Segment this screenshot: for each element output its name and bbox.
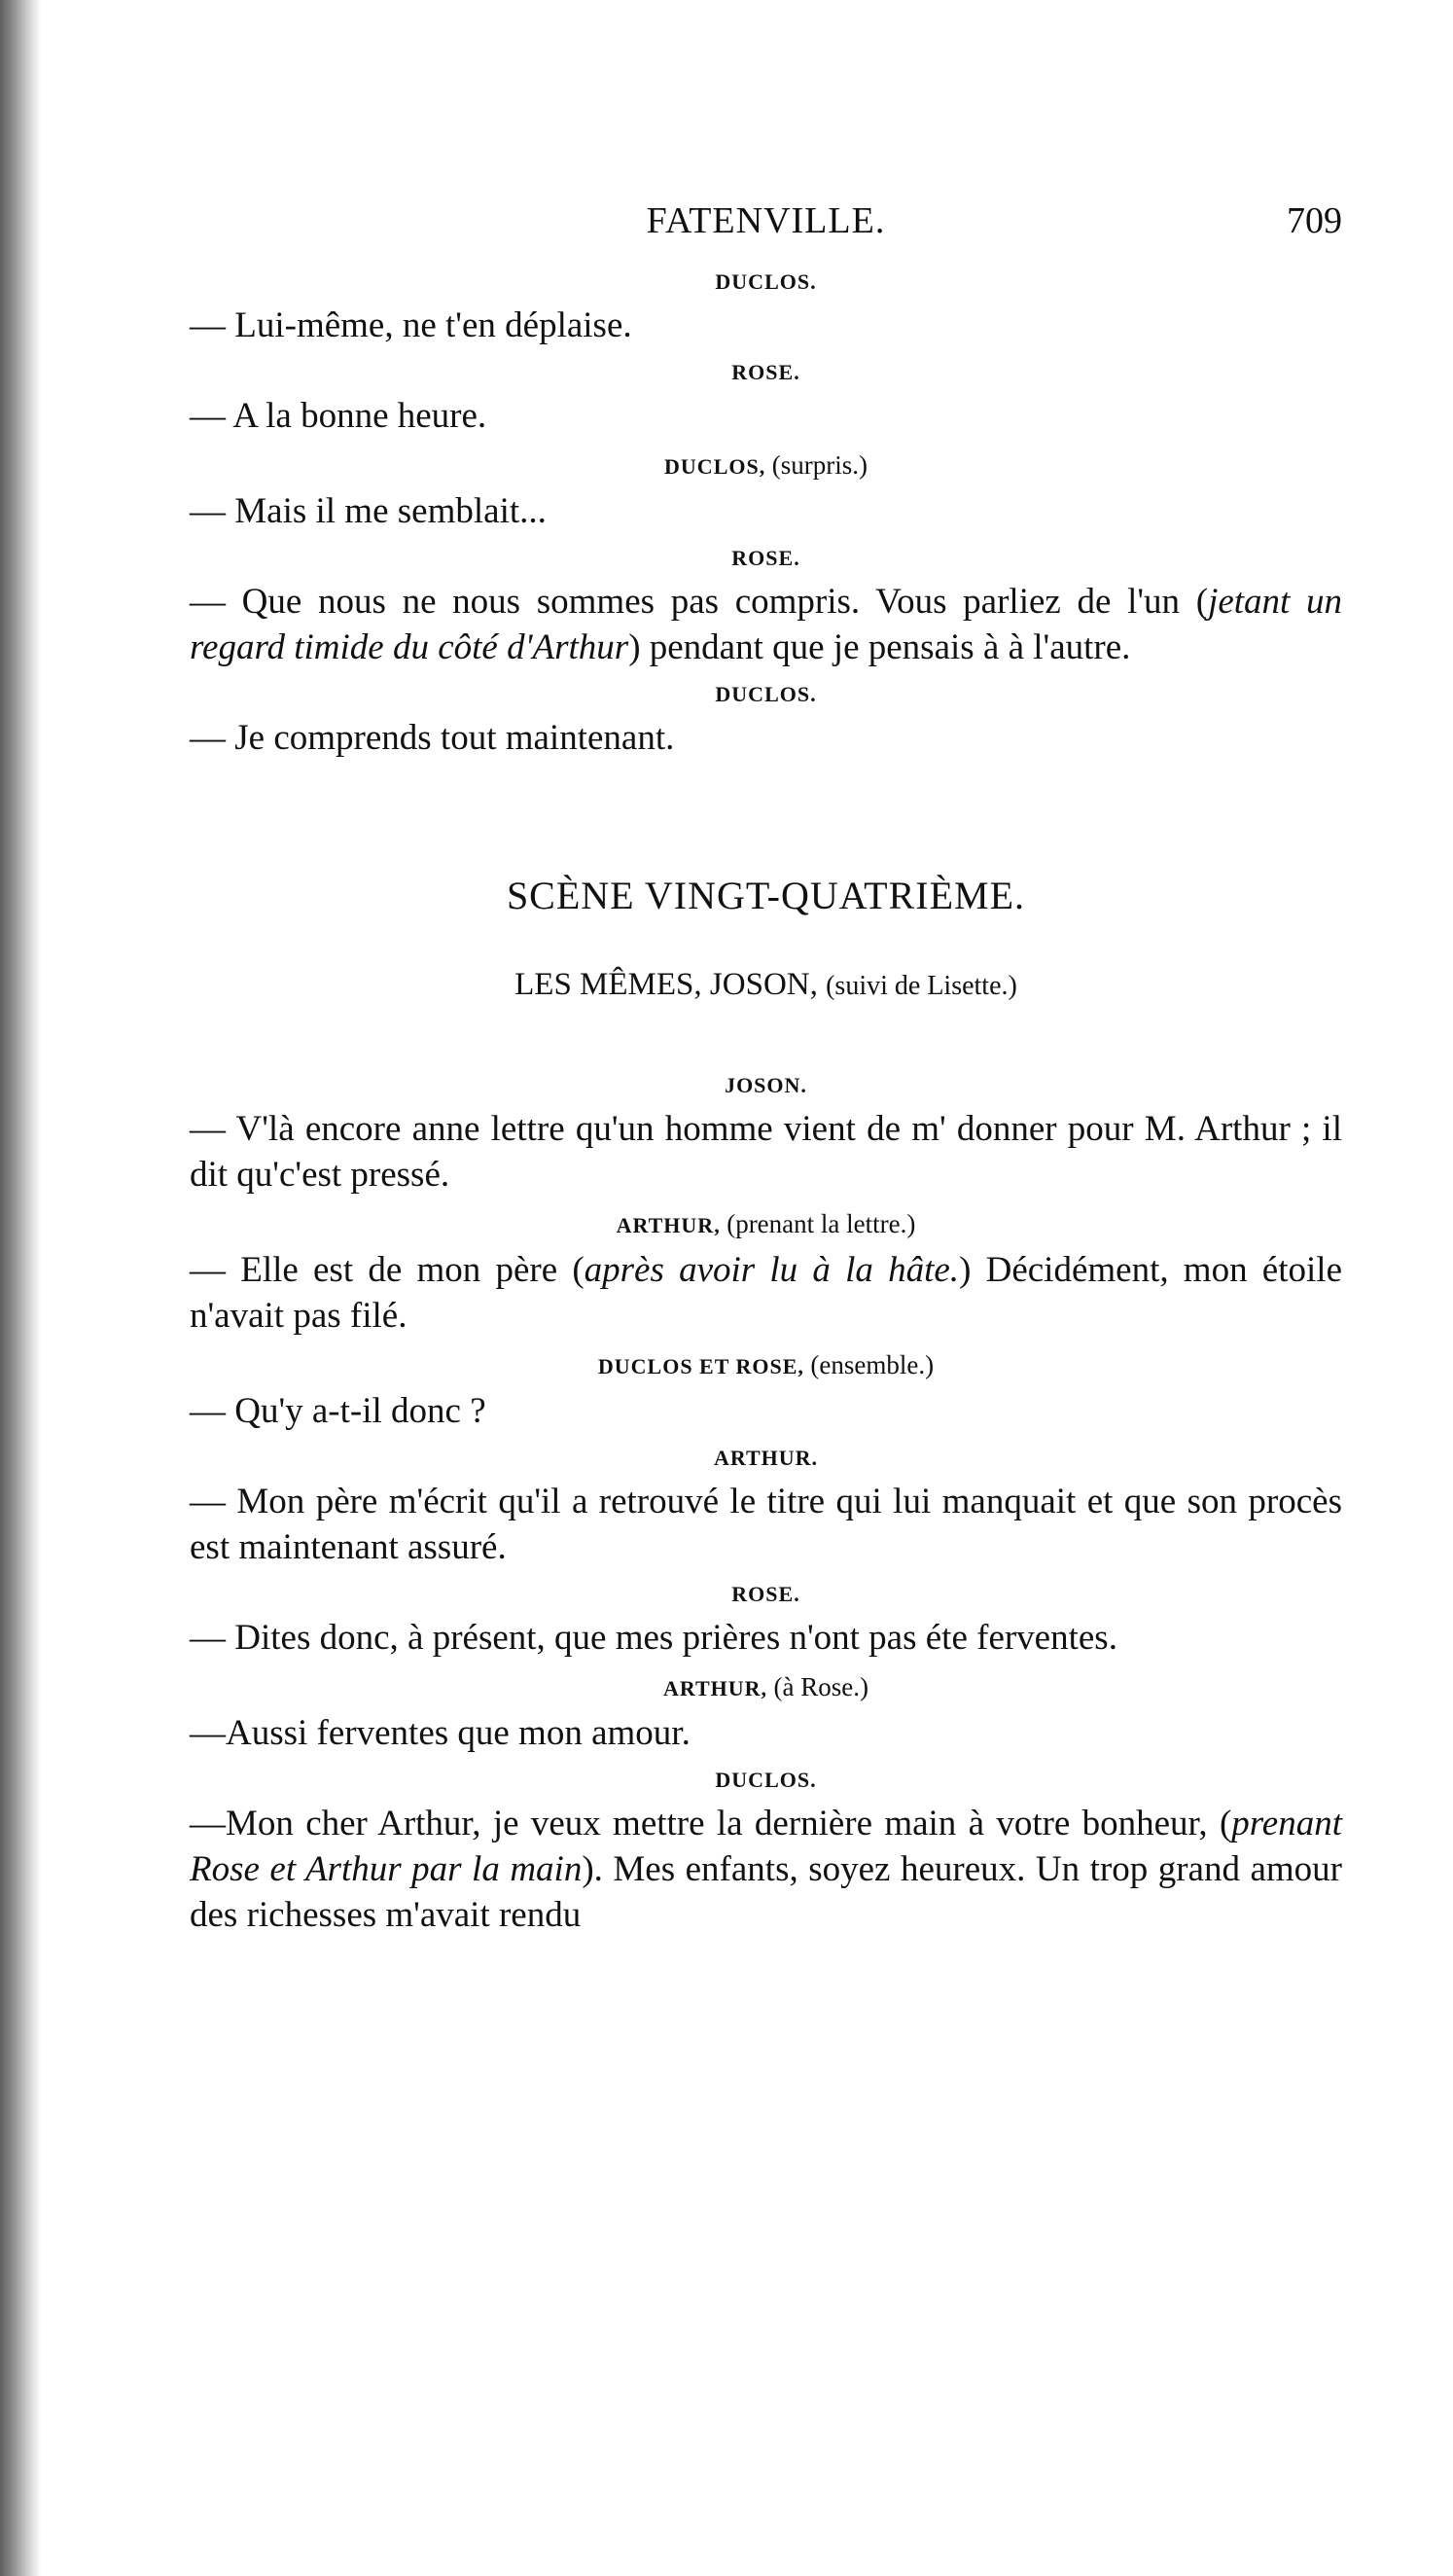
dialogue-line: —Aussi ferventes que mon amour. [190, 1713, 691, 1753]
scene-cast: LES MÊMES, JOSON, (suivi de Lisette.) [514, 967, 1017, 1002]
stage-direction: (à Rose.) [773, 1672, 869, 1701]
dialogue-line: — Je comprends tout maintenant. [190, 718, 675, 758]
page-header [190, 199, 1342, 258]
stage-direction-aside: jetant un regard timide du côté d'Arthur [190, 582, 1343, 667]
speaker-label: DUCLOS, (surpris.) [664, 450, 868, 480]
stage-direction: (prenant la lettre.) [726, 1209, 916, 1238]
running-title: FATENVILLE. [646, 200, 886, 241]
page-content [190, 199, 1342, 1948]
speaker-label: ROSE. [731, 360, 800, 384]
speaker-label: ARTHUR, (à Rose.) [662, 1672, 869, 1701]
dialogue-line: — Que nous ne nous sommes pas compris. Vous parliez de l'un (jetant un regard timide du côté d'Arthur) pendant que je pensais à à l'autre. [190, 582, 1343, 667]
speaker-label: ROSE. [731, 1582, 800, 1606]
dialogue-line: — Mon père m'écrit qu'il a retrouvé le titre qui lui manquait et que son procès est maintenant assuré. [190, 1482, 1342, 1567]
dialogue-line: — Mais il me semblait... [190, 491, 547, 531]
dialogue-line: — A la bonne heure. [190, 396, 487, 436]
speaker-label: DUCLOS ET ROSE, (ensemble.) [597, 1350, 935, 1379]
speaker-label: DUCLOS. [715, 682, 817, 706]
stage-direction-aside: après avoir lu à la hâte. [584, 1250, 960, 1290]
dialogue-line: — Lui-même, ne t'en déplaise. [190, 305, 632, 345]
dialogue-line: — Dites donc, à présent, que mes prières n'ont pas éte ferventes. [190, 1618, 1117, 1658]
speaker-label: DUCLOS. [715, 269, 817, 294]
speaker-label: ARTHUR. [713, 1446, 819, 1470]
dialogue-line: — Elle est de mon père (après avoir lu à la hâte.) Décidément, mon étoile n'avait pas filé. [190, 1250, 1342, 1336]
speaker-label: DUCLOS. [715, 1768, 817, 1792]
book-binding-edge [0, 0, 41, 2576]
stage-direction-aside: prenant Rose et Arthur par la main [190, 1804, 1342, 1889]
stage-direction: (ensemble.) [810, 1350, 935, 1379]
speaker-label: JOSON. [725, 1073, 807, 1097]
dialogue-line: — V'là encore anne lettre qu'un homme vient de m' donner pour M. Arthur ; il dit qu'c'est pressé. [190, 1109, 1342, 1195]
speaker-label: ARTHUR, (prenant la lettre.) [616, 1209, 916, 1238]
page-number: 709 [1287, 200, 1342, 241]
stage-direction: (suivi de Lisette.) [826, 971, 1017, 1001]
scene-title: SCÈNE VINGT-QUATRIÈME. [506, 874, 1026, 917]
dialogue-line: — Qu'y a-t-il donc ? [190, 1391, 486, 1431]
speaker-label: ROSE. [731, 546, 800, 570]
stage-direction: (surpris.) [771, 450, 868, 480]
dialogue-line: —Mon cher Arthur, je veux mettre la dernière main à votre bonheur, (prenant Rose et Arthur par la main). Mes enfants, soyez heureux. Un trop grand amour des richesses m'avait rendu [190, 1804, 1342, 1935]
